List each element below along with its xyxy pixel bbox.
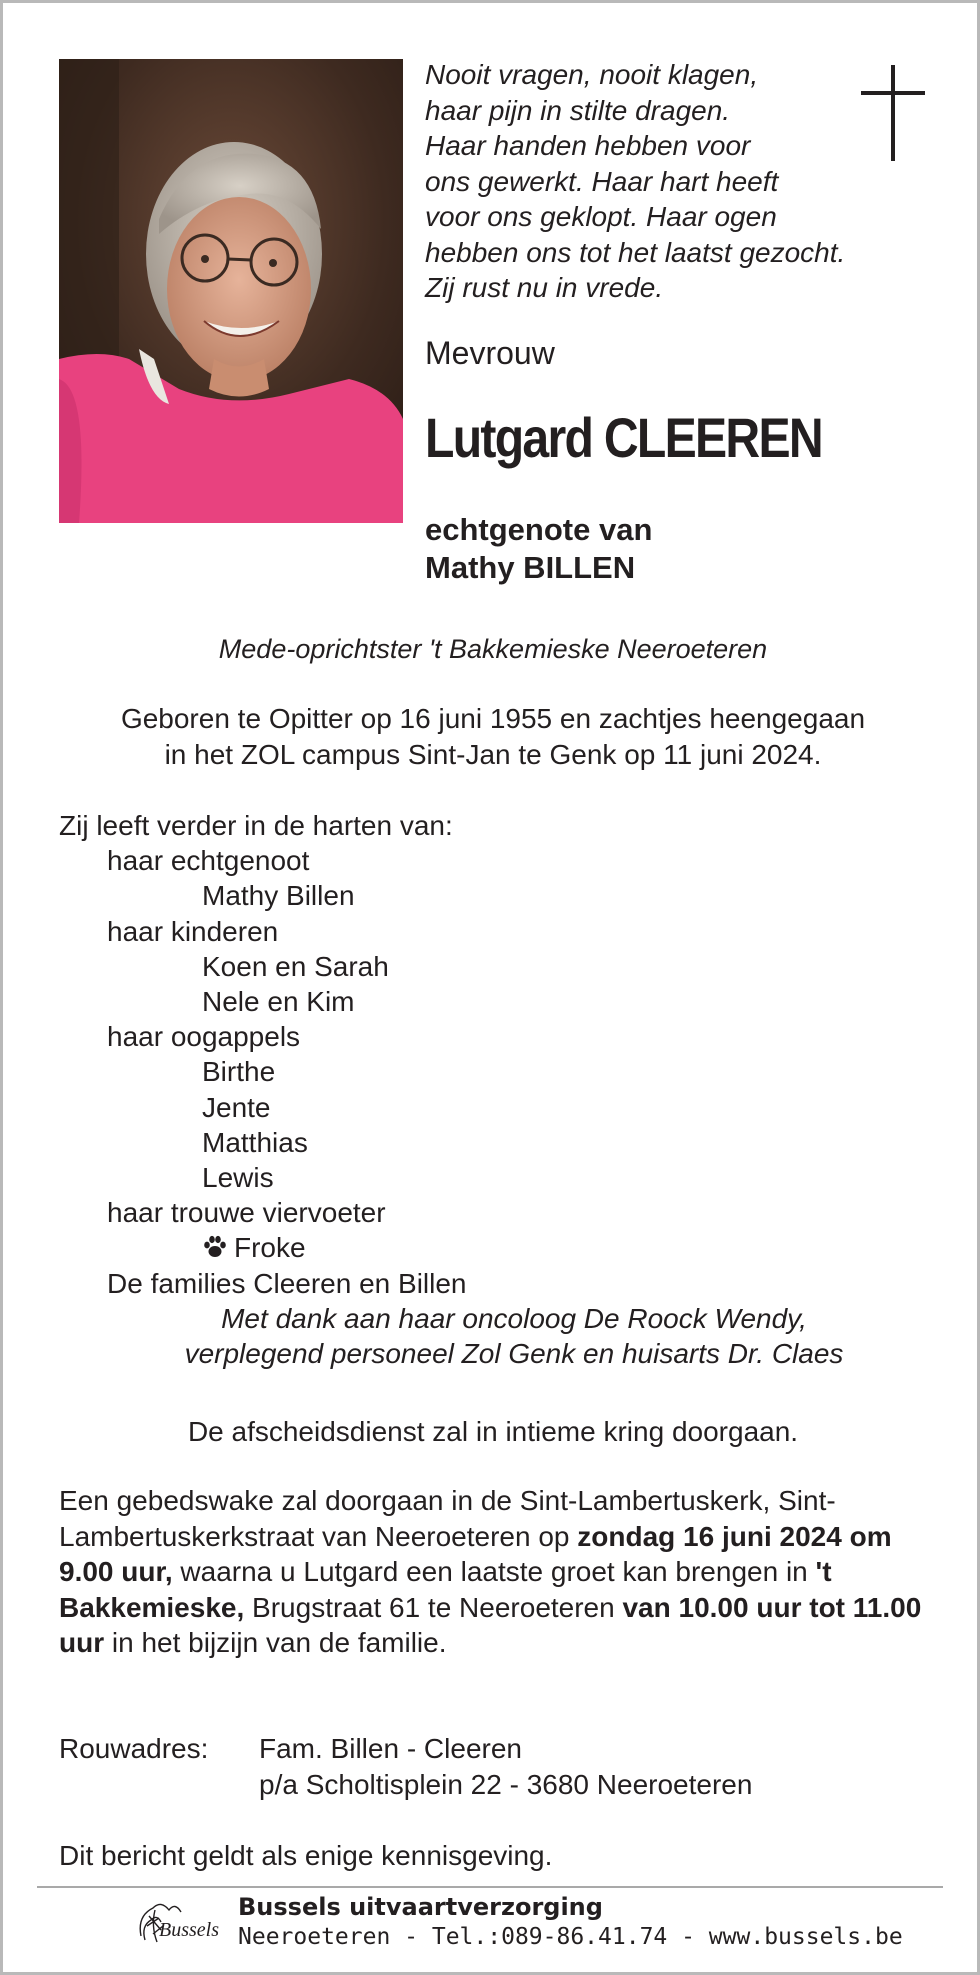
family-line: Matthias <box>202 1126 308 1158</box>
cross-icon <box>861 65 925 161</box>
birth-death-line: Geboren te Opitter op 16 juni 1955 en zachtjes heengegaan <box>120 703 866 734</box>
funeral-home-contact: Neeroeteren - Tel.:089-86.41.74 - www.bussels.be <box>238 1924 903 1950</box>
wake-text: Een gebedswake zal doorgaan in de Sint-Lambertuskerk, Sint-Lambertuskerkstraat van Neeroeteren op <box>59 1485 836 1552</box>
role-line: Mede-oprichtster 't Bakkemieske Neeroeteren <box>218 634 768 664</box>
family-line: haar kinderen <box>107 915 279 947</box>
family-line: Koen en Sarah <box>202 950 389 982</box>
address-line: Fam. Billen - Cleeren <box>259 1733 522 1764</box>
wake-text: Brugstraat 61 te Neeroeteren <box>244 1591 623 1623</box>
family-line: haar trouwe viervoeter <box>107 1197 386 1229</box>
funeral-home-logo <box>131 1896 223 1952</box>
pet-name: Froke <box>234 1232 306 1264</box>
birth-death-line: in het ZOL campus Sint-Jan te Genk op 11 juni 2024. <box>164 739 822 770</box>
wake-text: waarna u Lutgard een laatste groet kan brengen in <box>172 1556 816 1587</box>
wake-paragraph <box>59 1483 939 1661</box>
spouse-name: Mathy BILLEN <box>425 550 636 585</box>
thanks-line: Met dank aan haar oncoloog De Roock Wendy, <box>221 1302 807 1334</box>
funeral-home-name: Bussels uitvaartverzorging <box>238 1893 603 1921</box>
spouse-line: echtgenote van <box>425 512 653 547</box>
family-line: Birthe <box>202 1056 276 1088</box>
family-list <box>59 808 939 1371</box>
family-line: Mathy Billen <box>202 880 355 912</box>
poem-line: Zij rust nu in vrede. <box>425 272 664 303</box>
poem-line: voor ons geklopt. Haar ogen <box>425 201 777 232</box>
thanks-line: verplegend personeel Zol Genk en huisarts Dr. Claes <box>184 1338 844 1370</box>
footer-divider <box>37 1886 943 1888</box>
poem-line: haar pijn in stilte dragen. <box>425 94 731 126</box>
spouse-block <box>425 511 652 587</box>
family-line: Nele en Kim <box>202 986 355 1018</box>
logo-text: Bussels <box>159 1919 219 1941</box>
wake-date: zondag 16 juni 2024 om 9.00 uur, <box>59 1520 892 1587</box>
family-line-pet <box>59 1230 939 1265</box>
notice-line: Dit bericht geldt als enige kennisgeving. <box>59 1840 553 1871</box>
portrait-image <box>59 59 403 523</box>
paw-icon <box>202 1234 228 1260</box>
family-line: De families Cleeren en Billen <box>107 1267 467 1299</box>
family-line: Jente <box>202 1091 271 1123</box>
poem <box>425 57 895 306</box>
portrait-photo <box>59 59 403 523</box>
address-line: p/a Scholtisplein 22 - 3680 Neeroeteren <box>259 1769 753 1800</box>
family-line: haar echtgenoot <box>107 845 310 877</box>
family-intro: Zij leeft verder in de harten van: <box>59 810 453 841</box>
poem-line: hebben ons tot het laatst gezocht. <box>425 236 846 268</box>
poem-line: ons gewerkt. Haar hart heeft <box>425 165 779 197</box>
wake-text: in het bijzijn van de familie. <box>104 1627 447 1658</box>
service-note: De afscheidsdienst zal in intieme kring doorgaan. <box>187 1416 799 1447</box>
birth-death-block <box>43 701 943 773</box>
address-label: Rouwadres: <box>59 1733 209 1764</box>
wake-venue: 't Bakkemieske, <box>59 1556 832 1623</box>
poem-line: Haar handen hebben voor <box>425 130 751 161</box>
poem-line: Nooit vragen, nooit klagen, <box>425 59 759 90</box>
family-line: haar oogappels <box>107 1021 301 1053</box>
deceased-name: Lutgard CLEEREN <box>425 406 822 469</box>
wake-hours: van 10.00 uur tot 11.00 uur <box>59 1591 922 1658</box>
family-line: Lewis <box>202 1162 274 1194</box>
honorific: Mevrouw <box>425 335 555 371</box>
